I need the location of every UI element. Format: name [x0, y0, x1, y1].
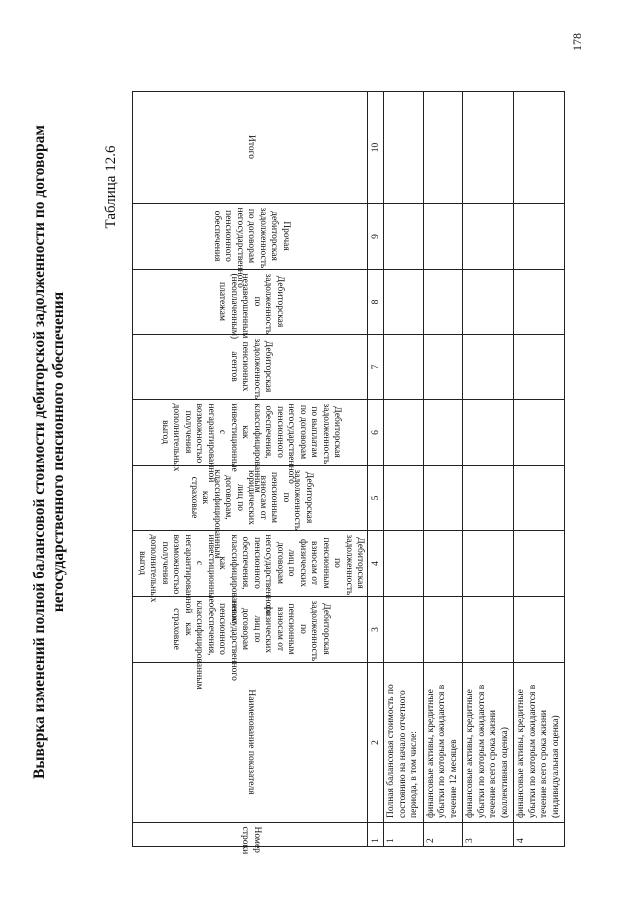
table-cell [463, 335, 514, 400]
row-number: 3 [463, 823, 514, 847]
table-cell [514, 92, 565, 204]
col-number: 7 [368, 335, 384, 400]
table-cell [514, 400, 565, 466]
table-cell [423, 204, 463, 270]
table-cell [423, 531, 463, 597]
row-indicator-name: финансовые активы, кредитные убытки по которым ожидаются в течение 12 месяцев [423, 663, 463, 823]
table-cell [384, 531, 424, 597]
table-cell [514, 531, 565, 597]
table-cell [384, 466, 424, 531]
page-number: 178 [570, 33, 584, 51]
table-cell [463, 400, 514, 466]
col-number: 10 [368, 92, 384, 204]
col-header-6: Дебиторская задолженность по выплатам по договорам негосударственного пенсионного обеспечения, классифицированным как инвестиционные с негарантированной возможностью получения дополнительных выгод [133, 400, 368, 466]
table-cell [514, 204, 565, 270]
table-row [514, 92, 565, 847]
table-cell [463, 92, 514, 204]
row-number: 1 [384, 823, 424, 847]
table-label: Таблица 12.6 [103, 145, 119, 229]
table-cell [423, 270, 463, 335]
col-header-row-number: Номер строки [133, 823, 368, 847]
table-cell [463, 466, 514, 531]
table-row [463, 92, 514, 847]
col-header-9: Прочая дебиторская задолженность по договорам негосударственного пенсионного обеспечения [133, 204, 368, 270]
col-number: 9 [368, 204, 384, 270]
table-cell [423, 466, 463, 531]
table-row [384, 92, 424, 847]
table-cell [384, 597, 424, 663]
table-cell [514, 270, 565, 335]
header-row [133, 92, 368, 847]
title-line-1: Выверка изменений полной балансовой стоимости дебиторской задолженности по договорам [31, 125, 48, 779]
col-header-indicator-name: Наименование показателя [133, 663, 368, 823]
col-number: 2 [368, 663, 384, 823]
row-number: 2 [423, 823, 463, 847]
balance-table [132, 91, 565, 855]
title-line-2: негосударственного пенсионного обеспечения [50, 291, 67, 613]
col-header-total: Итого [133, 92, 368, 204]
col-number: 3 [368, 597, 384, 663]
col-number: 6 [368, 400, 384, 466]
col-header-3: Дебиторская задолженность по пенсионным взносам от физических лиц по договорам негосударственного пенсионного обеспечения, классифицированным как страховые [133, 597, 368, 663]
table-cell [384, 92, 424, 204]
col-number: 5 [368, 466, 384, 531]
row-indicator-name: Полная балансовая стоимость по состоянию на начало отчетного периода, в том числе: [384, 663, 424, 823]
table-cell [423, 335, 463, 400]
col-number: 4 [368, 531, 384, 597]
table-cell [384, 400, 424, 466]
table-cell [384, 270, 424, 335]
table-row [423, 92, 463, 847]
table-cell [384, 204, 424, 270]
col-header-4: Дебиторская задолженность по пенсионным взносам от физических лиц по договорам негосударственного пенсионного обеспечения, классифицированным как инвестиционные с негарантированной возможностью получения дополнительных выгод [133, 531, 368, 597]
table-cell [514, 335, 565, 400]
col-header-5: Дебиторская задолженность по пенсионным взносам от юридических лиц по договорам, классифицированным как страховые [133, 466, 368, 531]
column-number-row [368, 92, 384, 847]
table-cell [514, 466, 565, 531]
document-title [30, 27, 68, 877]
table-cell [463, 597, 514, 663]
row-number: 4 [514, 823, 565, 847]
table-cell [423, 400, 463, 466]
table-cell [423, 92, 463, 204]
row-indicator-name: финансовые активы, кредитные убытки по которым ожидаются в течение всего срока жизни (коллективная оценка) [463, 663, 514, 823]
table-cell [514, 597, 565, 663]
col-header-7: Дебиторская задолженность пенсионных агентов [133, 335, 368, 400]
rotated-page [30, 27, 610, 877]
table-cell [463, 204, 514, 270]
table-cell [384, 335, 424, 400]
table-cell [423, 597, 463, 663]
col-header-8: Дебиторская задолженность по незавершенным (неоплаченным) платежам [133, 270, 368, 335]
row-indicator-name: финансовые активы, кредитные убытки по которым ожидаются в течение всего срока жизни (индивидуальная оценка) [514, 663, 565, 823]
col-number: 1 [368, 823, 384, 847]
col-number: 8 [368, 270, 384, 335]
table-cell [463, 531, 514, 597]
table-cell [463, 270, 514, 335]
